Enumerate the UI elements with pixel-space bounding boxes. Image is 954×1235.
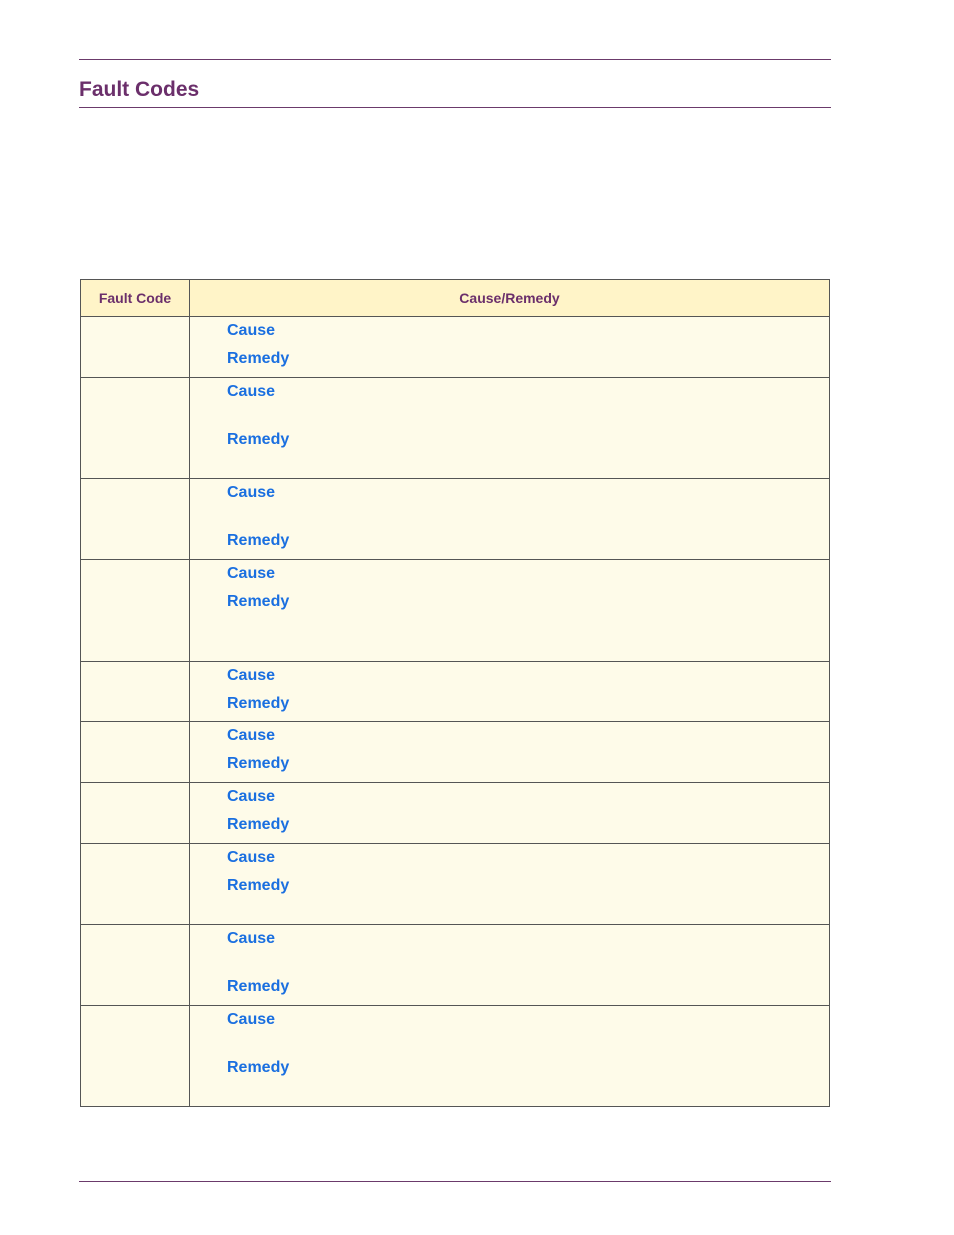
fault-code-cell xyxy=(81,1006,190,1107)
table-row xyxy=(81,560,830,662)
cause-remedy-content xyxy=(190,722,829,774)
fault-code-cell xyxy=(81,722,190,783)
table-header-row xyxy=(81,280,830,317)
table-row xyxy=(81,1006,830,1107)
fault-code-cell xyxy=(81,560,190,662)
fault-code-cell xyxy=(81,844,190,925)
remedy-label: Remedy xyxy=(227,695,290,712)
fault-codes-table xyxy=(80,279,830,1107)
fault-code-cell xyxy=(81,925,190,1006)
cause-label: Cause xyxy=(227,788,276,805)
remedy-label: Remedy xyxy=(227,350,290,367)
cause-remedy-content xyxy=(190,378,829,450)
remedy-label: Remedy xyxy=(227,532,290,549)
cause-remedy-content xyxy=(190,1006,829,1078)
remedy-label: Remedy xyxy=(227,816,290,833)
cause-label: Cause xyxy=(227,727,276,744)
cause-label: Cause xyxy=(227,322,276,339)
remedy-label: Remedy xyxy=(227,755,290,772)
cause-remedy-content xyxy=(190,479,829,551)
cause-remedy-cell xyxy=(190,662,830,722)
table-row xyxy=(81,925,830,1006)
cause-remedy-cell xyxy=(190,1006,830,1107)
cause-remedy-cell xyxy=(190,378,830,479)
cause-remedy-content xyxy=(190,783,829,835)
cause-remedy-content xyxy=(190,317,829,369)
fault-rows xyxy=(81,317,830,1107)
cause-remedy-content xyxy=(190,844,829,896)
table-row xyxy=(81,722,830,783)
fault-code-cell xyxy=(81,479,190,560)
cause-remedy-content xyxy=(190,662,829,714)
cause-remedy-cell xyxy=(190,560,830,662)
table-row xyxy=(81,783,830,844)
cause-label: Cause xyxy=(227,849,276,866)
cause-label: Cause xyxy=(227,484,276,501)
fault-code-cell xyxy=(81,378,190,479)
remedy-label: Remedy xyxy=(227,1059,290,1076)
remedy-label: Remedy xyxy=(227,978,290,995)
cause-remedy-cell xyxy=(190,317,830,378)
cause-label: Cause xyxy=(227,1011,276,1028)
bottom-divider xyxy=(79,1181,831,1182)
remedy-label: Remedy xyxy=(227,877,290,894)
cause-remedy-cell xyxy=(190,844,830,925)
remedy-label: Remedy xyxy=(227,593,290,610)
remedy-label: Remedy xyxy=(227,431,290,448)
fault-code-cell xyxy=(81,662,190,722)
table-row xyxy=(81,378,830,479)
cause-label: Cause xyxy=(227,930,276,947)
title-divider xyxy=(79,107,831,108)
cause-remedy-cell xyxy=(190,479,830,560)
cause-remedy-cell xyxy=(190,722,830,783)
table-row xyxy=(81,662,830,722)
cause-remedy-cell xyxy=(190,925,830,1006)
table-row xyxy=(81,479,830,560)
cause-label: Cause xyxy=(227,383,276,400)
header-fault-code: Fault Code xyxy=(81,280,190,317)
top-divider xyxy=(79,59,831,60)
table-row xyxy=(81,317,830,378)
fault-code-cell xyxy=(81,783,190,844)
cause-remedy-cell xyxy=(190,783,830,844)
cause-label: Cause xyxy=(227,667,276,684)
cause-remedy-content xyxy=(190,925,829,997)
cause-label: Cause xyxy=(227,565,276,582)
table-row xyxy=(81,844,830,925)
header-cause-remedy: Cause/Remedy xyxy=(190,280,830,317)
fault-code-cell xyxy=(81,317,190,378)
page-title: Fault Codes xyxy=(79,78,200,101)
cause-remedy-content xyxy=(190,560,829,612)
